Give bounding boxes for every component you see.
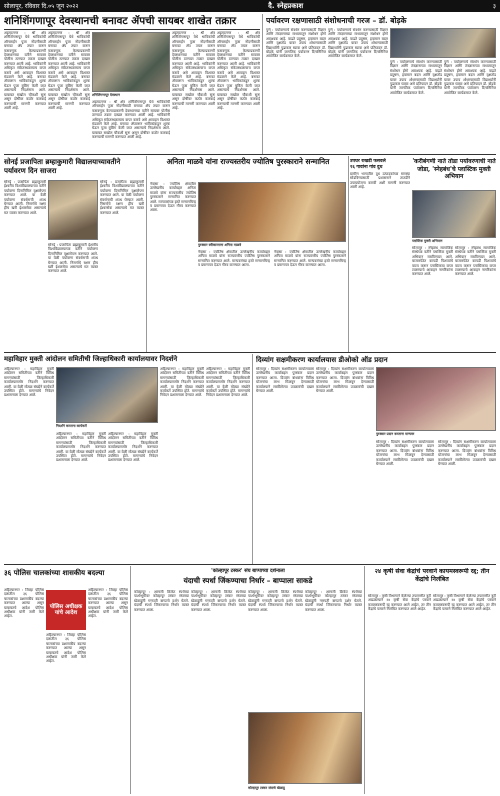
article-sonai-body: सोनई : प्रजापिता ब्रह्माकुमारी ईश्वरीय विश्वविद्यालयाच्या वतीने पर्यावरण दिनानिमित्त वृक्षारोपण करण्यात आले. या वेळी पर्यावरण संवर्धनाची शपथ घेण्यात आली. निसर्गाचे रक्षण हीच खरी ईश्वरसेवा असल्याचे मत व्यक्त करण्यात आले. (4, 180, 46, 215)
plastic-campaign-photo (412, 190, 496, 238)
headline-agri-licenses: २४ कृषी सेवा केंद्रांचे परवाने कायमस्वरूपी रद्द; तीन केंद्रांचे निलंबित (374, 568, 490, 583)
page-header (0, 0, 500, 12)
tusker-caption: कोल्हापूर टस्कर संघाचे खेळाडू (248, 786, 285, 790)
article-agri-body-2: सोलापूर : कृषी विभागाने केलेल्या तपासणीत त्रुटी आढळल्याने २४ कृषी सेवा केंद्रांचे परवाने कायमस्वरूपी रद्द करण्यात आले आहेत, तर तीन केंद्रांचे परवाने निलंबित करण्यात आले आहेत. (433, 594, 496, 612)
article-shanishingnapur-body-2: अहमदनगर : श्री क्षेत्र शनिशिंगणापूर येथे भाविकांची ऑनलाईन पूजा नोंदणीसाठी बनावट ॲप तयार करून फसवणूक केल्याप्रकरणी देवस्थानच्या वतीने सायबर पोलीस ठाण्यात तक्रार दाखल करण्यात आली आहे. भाविकांनी अधिकृत संकेतस्थळाचाच वापर करावे असे आवाहन विश्वस्त मंडळाने केले आहे. बनावट ॲपवरून भाविकांकडून शुल्क घेऊन पूजा बुकिंग केली जात असल्याचे निदर्शनास आले. याबाबत सखोल चौकशी सुरू असून दोषींवर कठोर कारवाई करण्याची मागणी करण्यात आली आहे. (48, 31, 90, 110)
headline-plastic-free: 'करीबंगणी नाते तोडा पर्यावरणाची नाते जोडा, 'स्नेहबंध'चे प्लास्टिक मुक्ती अभियान (412, 158, 496, 181)
article-mahavihar-body-4: अहिल्यानगर : महाविहार मुक्ती आंदोलन समितीच्या वतीने विविध मागण्यांसाठी जिल्हाधिकारी कार्यालयासमोर निदर्शने करण्यात आली. या वेळी मोठ्या संख्येने कार्यकर्ते उपस्थित होते. मागण्यांचे निवेदन प्रशासनाला देण्यात आले. (160, 367, 204, 398)
article-sonai-body-3: सोनई : प्रजापिता ब्रह्माकुमारी ईश्वरीय विश्वविद्यालयाच्या वतीने पर्यावरण दिनानिमित्त वृक्षारोपण करण्यात आले. या वेळी पर्यावरण संवर्धनाची शपथ घेण्यात आली. निसर्गाचे रक्षण हीच खरी ईश्वरसेवा असल्याचे मत व्यक्त करण्यात आले. (100, 180, 144, 215)
article-divyang-body-3: सोलापूर : दिव्यांग सक्षमीकरण कार्यालयाला उल्लेखनीय कार्याबद्दल पुरस्कार प्रदान करण्यात आला. दिव्यांग बांधवांना विविध योजनांचा लाभ मिळवून देण्यासाठी कार्यालयाने राबविलेल्या उपक्रमांची दखल घेण्यात आली. (376, 440, 434, 467)
header-date: सोलापूर, रविवार दि.०५ जून २०२२ (4, 3, 79, 10)
article-shanishingnapur-body-4: अहमदनगर : श्री क्षेत्र शनिशिंगणापूर येथे भाविकांची ऑनलाईन पूजा नोंदणीसाठी बनावट ॲप तयार करून फसवणूक केल्याप्रकरणी देवस्थानच्या वतीने सायबर पोलीस ठाण्यात तक्रार दाखल करण्यात आली आहे. भाविकांनी अधिकृत संकेतस्थळाचाच वापर करावे असे आवाहन विश्वस्त मंडळाने केले आहे. बनावट ॲपवरून भाविकांकडून शुल्क घेऊन पूजा बुकिंग केली जात असल्याचे निदर्शनास आले. याबाबत सखोल चौकशी सुरू असून दोषींवर कठोर कारवाई करण्याची मागणी करण्यात आली आहे. (172, 31, 215, 110)
article-anita-body-2: नेवासा : ज्योतिष क्षेत्रातील उल्लेखनीय कार्याबद्दल अनिता माळवे यांना राज्यस्तरीय ज्योतिष पुरस्काराने सन्मानित करण्यात आले. मान्यवरांच्या हस्ते सन्मानचिन्ह व प्रमाणपत्र देऊन गौरव करण्यात आला. (198, 250, 270, 268)
temple-photo (92, 32, 170, 92)
article-environment-body: पुणे : पर्यावरणाचे संवर्धन करण्यासाठी विज्ञान आणि तंत्रज्ञानाच्या माध्यमातून संशोधन होणे आवश्यक आहे. वाढते प्रदूषण, हवामान बदल आणि वृक्षतोड यावर उपाय शोधण्यासाठी विद्यार्थ्यांनी पुढाकार घ्यावा असे प्रतिपादन डॉ. बोड़के यांनी जागतिक पर्यावरण दिनानिमित्त आयोजित कार्यक्रमात केले. (266, 28, 326, 59)
headline-anita-malve: अनिता माळवे यांना राज्यस्तरीय ज्योतिष पुरस्काराने सन्मानित (166, 157, 330, 166)
tusker-kicker: 'कोल्हापूर टस्कर' संघ बाप्पाच्या दर्शनाला (211, 568, 285, 574)
article-environment-body-3: पुणे : पर्यावरणाचे संवर्धन करण्यासाठी विज्ञान आणि तंत्रज्ञानाच्या माध्यमातून संशोधन होणे आवश्यक आहे. वाढते प्रदूषण, हवामान बदल आणि वृक्षतोड यावर उपाय शोधण्यासाठी विद्यार्थ्यांनी पुढाकार घ्यावा असे प्रतिपादन डॉ. बोड़के यांनी जागतिक पर्यावरण दिनानिमित्त आयोजित कार्यक्रमात केले. (390, 60, 442, 95)
article-mahavihar-body-2: अहिल्यानगर : महाविहार मुक्ती आंदोलन समितीच्या वतीने विविध मागण्यांसाठी जिल्हाधिकारी कार्यालयासमोर निदर्शने करण्यात आली. या वेळी मोठ्या संख्येने कार्यकर्ते उपस्थित होते. मागण्यांचे निवेदन प्रशासनाला देण्यात आले. (56, 432, 106, 463)
article-environment-body-4: पुणे : पर्यावरणाचे संवर्धन करण्यासाठी विज्ञान आणि तंत्रज्ञानाच्या माध्यमातून संशोधन होणे आवश्यक आहे. वाढते प्रदूषण, हवामान बदल आणि वृक्षतोड यावर उपाय शोधण्यासाठी विद्यार्थ्यांनी पुढाकार घ्यावा असे प्रतिपादन डॉ. बोड़के यांनी जागतिक पर्यावरण दिनानिमित्त आयोजित कार्यक्रमात केले. (444, 60, 496, 95)
article-shanishingnapur-body: अहमदनगर : श्री क्षेत्र शनिशिंगणापूर येथे भाविकांची ऑनलाईन पूजा नोंदणीसाठी बनावट ॲप तयार करून फसवणूक केल्याप्रकरणी देवस्थानच्या वतीने सायबर पोलीस ठाण्यात तक्रार दाखल करण्यात आली आहे. भाविकांनी अधिकृत संकेतस्थळाचाच वापर करावे असे आवाहन विश्वस्त मंडळाने केले आहे. बनावट ॲपवरून भाविकांकडून शुल्क घेऊन पूजा बुकिंग केली जात असल्याचे निदर्शनास आले. याबाबत सखोल चौकशी सुरू असून दोषींवर कठोर कारवाई करण्याची मागणी करण्यात आली आहे. (4, 31, 46, 110)
article-agri-body: सोलापूर : कृषी विभागाने केलेल्या तपासणीत त्रुटी आढळल्याने २४ कृषी सेवा केंद्रांचे परवाने कायमस्वरूपी रद्द करण्यात आले आहेत, तर तीन केंद्रांचे परवाने निलंबित करण्यात आले आहेत. (368, 594, 431, 612)
article-mahavihar-body: अहिल्यानगर : महाविहार मुक्ती आंदोलन समितीच्या वतीने विविध मागण्यांसाठी जिल्हाधिकारी कार्यालयासमोर निदर्शने करण्यात आली. या वेळी मोठ्या संख्येने कार्यकर्ते उपस्थित होते. मागण्यांचे निवेदन प्रशासनाला देण्यात आले. (4, 367, 54, 398)
article-police-body: अहिल्यानगर : जिल्हा पोलिस दलातील ३६ पोलिस चालकांच्या प्रशासकीय बदल्या करण्यात आल्या असून याबाबतचे आदेश पोलिस अधीक्षक यांनी जारी केले आहेत. (4, 588, 44, 619)
protest-caption: निदर्शने करताना कार्यकर्ते (56, 424, 87, 428)
headline-mahavihar: महाविहार मुक्ती आंदोलन समितीची जिल्हाधिकारी कार्यालयावर निदर्शने (4, 355, 178, 363)
article-dairy-body: ग्रामीण भागातील दुध उत्पादकांच्या समस्या सोडविण्यासाठी प्रशासनाने तातडीने उपाययोजना करावी अशी मागणी करण्यात आली आहे. (350, 172, 410, 190)
article-plastic-body: सोलापूर : स्नेहबंध सामाजिक संस्थेच्या वतीने प्लास्टिक मुक्ती अभियान राबविण्यात आले. बाजारपेठेत कापडी पिशव्यांचे वाटप करून प्लास्टिकचा वापर टाळण्याचे आवाहन नागरिकांना करण्यात आले. (412, 246, 453, 277)
page-number: ३ (492, 3, 496, 10)
speaker-photo (390, 28, 496, 58)
divyang-caption: पुरस्कार प्रदान करताना मान्यवर (376, 432, 415, 436)
article-tusker-body-4: कोल्हापूर : आगामी क्रिकेट स्पर्धेच्या पार्श्वभूमीवर कोल्हापूर टस्कर संघाच्या खेळाडूंनी गणपती बाप्पाचे दर्शन घेतले. यंदाची स्पर्धा जिंकण्याचा निर्धार व्यक्त करण्यात आला. (305, 590, 362, 612)
dairy-title: उपघर राखडी फसवले (350, 159, 386, 164)
article-divyang-body-4: सोलापूर : दिव्यांग सक्षमीकरण कार्यालयाला उल्लेखनीय कार्याबद्दल पुरस्कार प्रदान करण्यात आला. दिव्यांग बांधवांना विविध योजनांचा लाभ मिळवून देण्यासाठी कार्यालयाने राबविलेल्या उपक्रमांची दखल घेण्यात आली. (438, 440, 496, 467)
temple-caption: शनिशिंगणापूर देवस्थान (92, 93, 120, 97)
headline-shanishingnapur: शनिशिंगणापूर देवस्थानची बनावट ॲपची सायबर शाखेत तक्रार (4, 15, 237, 27)
police-badge: पोलिस अधीक्षक यांचे आदेश (46, 590, 86, 630)
article-police-body-3: अहिल्यानगर : जिल्हा पोलिस दलातील ३६ पोलिस चालकांच्या प्रशासकीय बदल्या करण्यात आल्या असून याबाबतचे आदेश पोलिस अधीक्षक यांनी जारी केले आहेत. (88, 588, 128, 619)
protest-photo (56, 367, 158, 423)
headline-police-transfers: ३६ पोलिस चालकांच्या शासकीय बदल्या (4, 568, 105, 577)
newspaper-brand: दै. स्नेहप्रकाश (268, 1, 304, 10)
award-caption: पुरस्कार स्वीकारताना अनिता माळवे (198, 243, 242, 247)
article-divyang-body: सोलापूर : दिव्यांग सक्षमीकरण कार्यालयाला उल्लेखनीय कार्याबद्दल पुरस्कार प्रदान करण्यात आला. दिव्यांग बांधवांना विविध योजनांचा लाभ मिळवून देण्यासाठी कार्यालयाने राबविलेल्या उपक्रमांची दखल घेण्यात आली. (256, 367, 314, 394)
article-mahavihar-body-3: अहिल्यानगर : महाविहार मुक्ती आंदोलन समितीच्या वतीने विविध मागण्यांसाठी जिल्हाधिकारी कार्यालयासमोर निदर्शने करण्यात आली. या वेळी मोठ्या संख्येने कार्यकर्ते उपस्थित होते. मागण्यांचे निवेदन प्रशासनाला देण्यात आले. (108, 432, 158, 463)
sonai-photo (48, 180, 98, 240)
article-tusker-body: कोल्हापूर : आगामी क्रिकेट स्पर्धेच्या पार्श्वभूमीवर कोल्हापूर टस्कर संघाच्या खेळाडूंनी गणपती बाप्पाचे दर्शन घेतले. यंदाची स्पर्धा जिंकण्याचा निर्धार व्यक्त करण्यात आला. (134, 590, 189, 612)
article-anita-body: नेवासा : ज्योतिष क्षेत्रातील उल्लेखनीय कार्याबद्दल अनिता माळवे यांना राज्यस्तरीय ज्योतिष पुरस्काराने सन्मानित करण्यात आले. मान्यवरांच्या हस्ते सन्मानचिन्ह व प्रमाणपत्र देऊन गौरव करण्यात आला. (150, 182, 196, 213)
article-shanishingnapur-body-5: अहमदनगर : श्री क्षेत्र शनिशिंगणापूर येथे भाविकांची ऑनलाईन पूजा नोंदणीसाठी बनावट ॲप तयार करून फसवणूक केल्याप्रकरणी देवस्थानच्या वतीने सायबर पोलीस ठाण्यात तक्रार दाखल करण्यात आली आहे. भाविकांनी अधिकृत संकेतस्थळाचाच वापर करावे असे आवाहन विश्वस्त मंडळाने केले आहे. बनावट ॲपवरून भाविकांकडून शुल्क घेऊन पूजा बुकिंग केली जात असल्याचे निदर्शनास आले. याबाबत सखोल चौकशी सुरू असून दोषींवर कठोर कारवाई करण्याची मागणी करण्यात आली आहे. (217, 31, 260, 110)
article-environment-body-2: पुणे : पर्यावरणाचे संवर्धन करण्यासाठी विज्ञान आणि तंत्रज्ञानाच्या माध्यमातून संशोधन होणे आवश्यक आहे. वाढते प्रदूषण, हवामान बदल आणि वृक्षतोड यावर उपाय शोधण्यासाठी विद्यार्थ्यांनी पुढाकार घ्यावा असे प्रतिपादन डॉ. बोड़के यांनी जागतिक पर्यावरण दिनानिमित्त आयोजित कार्यक्रमात केले. (328, 28, 388, 59)
divyang-award-photo (376, 367, 496, 431)
article-sonai-body-2: सोनई : प्रजापिता ब्रह्माकुमारी ईश्वरीय विश्वविद्यालयाच्या वतीने पर्यावरण दिनानिमित्त वृक्षारोपण करण्यात आले. या वेळी पर्यावरण संवर्धनाची शपथ घेण्यात आली. निसर्गाचे रक्षण हीच खरी ईश्वरसेवा असल्याचे मत व्यक्त करण्यात आले. (48, 243, 98, 274)
article-mahavihar-body-5: अहिल्यानगर : महाविहार मुक्ती आंदोलन समितीच्या वतीने विविध मागण्यांसाठी जिल्हाधिकारी कार्यालयासमोर निदर्शने करण्यात आली. या वेळी मोठ्या संख्येने कार्यकर्ते उपस्थित होते. मागण्यांचे निवेदन प्रशासनाला देण्यात आले. (206, 367, 250, 398)
headline-sonai: सोनई प्रजापिता ब्रम्हाकुमारी विद्यालयाच्यावतीने पर्यावरण दिन साजरा (4, 157, 121, 175)
article-anita-body-3: नेवासा : ज्योतिष क्षेत्रातील उल्लेखनीय कार्याबद्दल अनिता माळवे यांना राज्यस्तरीय ज्योतिष पुरस्काराने सन्मानित करण्यात आले. मान्यवरांच्या हस्ते सन्मानचिन्ह व प्रमाणपत्र देऊन गौरव करण्यात आला. (274, 250, 346, 268)
headline-divyang: दिव्यांग सक्षमीकरण कार्यालयास डीओको ऑड प्रदान (256, 355, 388, 364)
article-shanishingnapur-body-3: अहमदनगर : श्री क्षेत्र शनिशिंगणापूर येथे भाविकांची ऑनलाईन पूजा नोंदणीसाठी बनावट ॲप तयार करून फसवणूक केल्याप्रकरणी देवस्थानच्या वतीने सायबर पोलीस ठाण्यात तक्रार दाखल करण्यात आली आहे. भाविकांनी अधिकृत संकेतस्थळाचाच वापर करावे असे आवाहन विश्वस्त मंडळाने केले आहे. बनावट ॲपवरून भाविकांकडून शुल्क घेऊन पूजा बुकिंग केली जात असल्याचे निदर्शनास आले. याबाबत सखोल चौकशी सुरू असून दोषींवर कठोर कारवाई करण्याची मागणी करण्यात आली आहे. (92, 100, 170, 140)
headline-environment-research: पर्यावरण रक्षणासाठी संशोधनाची गरज – डॉ. बोड़के (266, 16, 407, 25)
article-plastic-body-2: सोलापूर : स्नेहबंध सामाजिक संस्थेच्या वतीने प्लास्टिक मुक्ती अभियान राबविण्यात आले. बाजारपेठेत कापडी पिशव्यांचे वाटप करून प्लास्टिकचा वापर टाळण्याचे आवाहन नागरिकांना करण्यात आले. (455, 246, 496, 277)
award-photo (198, 182, 346, 242)
article-police-body-2: अहिल्यानगर : जिल्हा पोलिस दलातील ३६ पोलिस चालकांच्या प्रशासकीय बदल्या करण्यात आल्या असून याबाबतचे आदेश पोलिस अधीक्षक यांनी जारी केले आहेत. (46, 633, 86, 664)
article-divyang-body-2: सोलापूर : दिव्यांग सक्षमीकरण कार्यालयाला उल्लेखनीय कार्याबद्दल पुरस्कार प्रदान करण्यात आला. दिव्यांग बांधवांना विविध योजनांचा लाभ मिळवून देण्यासाठी कार्यालयाने राबविलेल्या उपक्रमांची दखल घेण्यात आली. (316, 367, 374, 394)
dairy-count: १६ गावांना गांव दुध (350, 165, 383, 170)
tusker-photo (248, 712, 362, 784)
article-tusker-body-3: कोल्हापूर : आगामी क्रिकेट स्पर्धेच्या पार्श्वभूमीवर कोल्हापूर टस्कर संघाच्या खेळाडूंनी गणपती बाप्पाचे दर्शन घेतले. यंदाची स्पर्धा जिंकण्याचा निर्धार व्यक्त करण्यात आला. (248, 590, 303, 612)
article-tusker-body-2: कोल्हापूर : आगामी क्रिकेट स्पर्धेच्या पार्श्वभूमीवर कोल्हापूर टस्कर संघाच्या खेळाडूंनी गणपती बाप्पाचे दर्शन घेतले. यंदाची स्पर्धा जिंकण्याचा निर्धार व्यक्त करण्यात आला. (191, 590, 246, 612)
headline-tusker: यंदाची स्पर्धा जिंकण्याचा निर्धार – बाप्पाला साकडे (183, 576, 313, 585)
plastic-caption: प्लास्टिक मुक्ती अभियान (412, 239, 443, 243)
